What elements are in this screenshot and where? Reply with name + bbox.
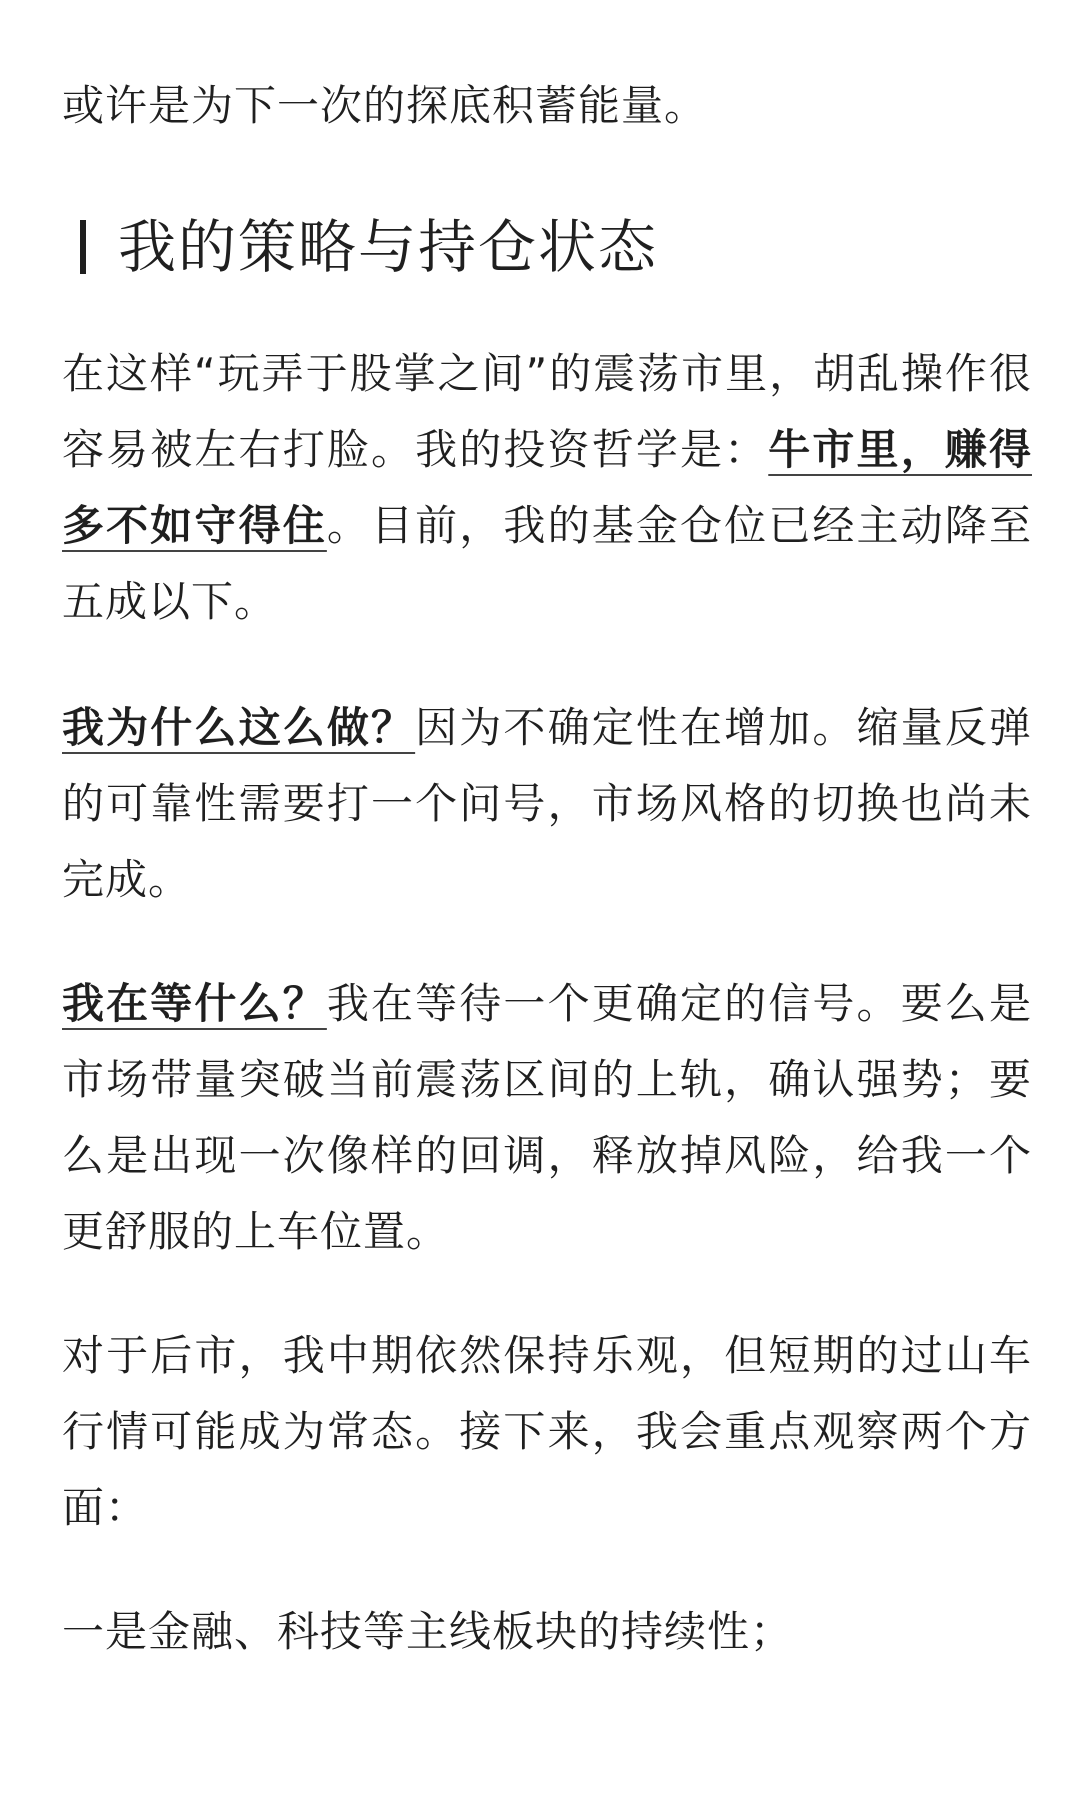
why-text: 因为不确定性在增加。缩量反弹的可靠性需要打一个问号，市场风格的切换也尚未完成。 <box>62 703 1032 904</box>
outlook-text: 对于后市，我中期依然保持乐观，但短期的过山车行情可能成为常态。接下来，我会重点观察两个方面： <box>62 1331 1032 1532</box>
strategy-text-before: 在这样“玩弄于股掌之间”的震荡市里，胡乱操作很容易被左右打脸。我的投资哲学是： <box>62 349 1032 474</box>
heading-bar-marker <box>80 220 86 274</box>
intro-paragraph <box>62 68 1032 144</box>
waiting-paragraph <box>62 966 1032 1270</box>
intro-text: 或许是为下一次的探底积蓄能量。 <box>62 81 708 130</box>
strategy-text-after: 。目前，我的基金仓位已经主动降至五成以下。 <box>62 501 1032 626</box>
strategy-emphasis: 牛市里，赚得多不如守得住 <box>62 425 1032 550</box>
why-emphasis: 我为什么这么做？ <box>62 703 416 752</box>
point-one-text: 一是金融、科技等主线板块的持续性； <box>62 1607 794 1656</box>
waiting-emphasis: 我在等什么？ <box>62 979 327 1028</box>
outlook-paragraph <box>62 1318 1032 1546</box>
why-paragraph <box>62 690 1032 918</box>
point-one-paragraph <box>62 1594 1032 1670</box>
waiting-text: 我在等待一个更确定的信号。要么是市场带量突破当前震荡区间的上轨，确认强势；要么是出现一次像样的回调，释放掉风险，给我一个更舒服的上车位置。 <box>62 979 1032 1256</box>
section-heading <box>80 204 658 290</box>
strategy-paragraph <box>62 336 1032 640</box>
section-title: 我的策略与持仓状态 <box>118 213 659 281</box>
